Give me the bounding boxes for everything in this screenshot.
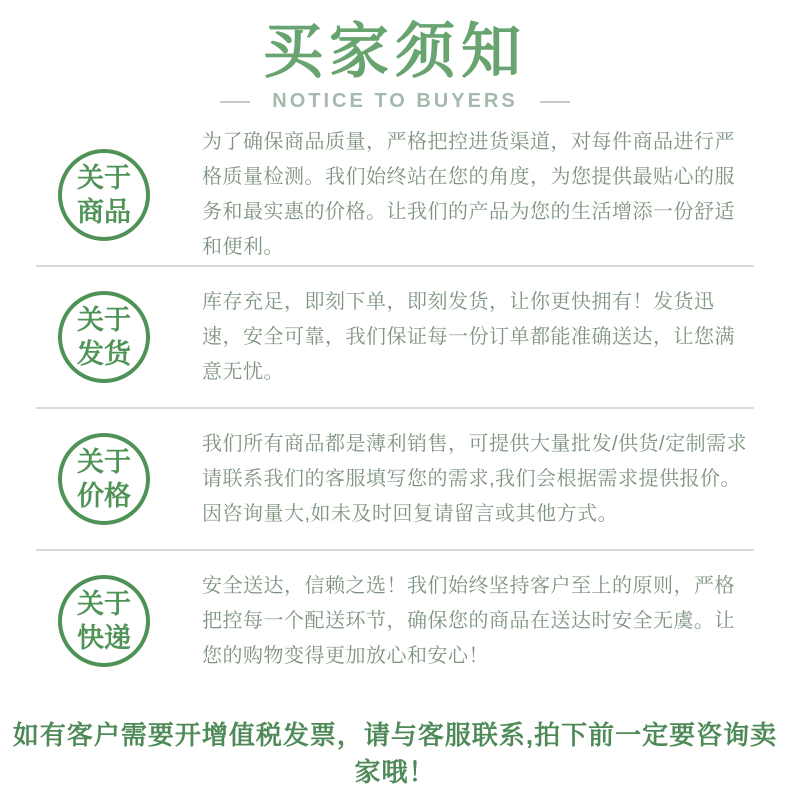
section-about-product xyxy=(0,125,790,265)
header xyxy=(0,0,790,113)
badge-label-top: 关于 xyxy=(77,305,131,335)
about-shipping-badge xyxy=(58,291,150,383)
badge-label-bottom: 价格 xyxy=(77,481,131,511)
subtitle-dash-right xyxy=(540,101,570,103)
badge-label-bottom: 商品 xyxy=(77,197,131,227)
badge-label-top: 关于 xyxy=(77,163,131,193)
notice-sections xyxy=(0,125,790,691)
about-product-text: 为了确保商品质量，严格把控进货渠道，对每件商品进行严格质量检测。我们始终站在您的角度，为您提供最贴心的服务和最实惠的价格。让我们的产品为您的生活增添一份舒适和便利。 xyxy=(202,131,735,258)
badge-label-top: 关于 xyxy=(77,447,131,477)
badge-label-bottom: 发货 xyxy=(77,339,131,369)
invoice-footer-note: 如有客户需要开增值税发票，请与客服联系,拍下前一定要咨询卖家哦！ xyxy=(12,720,778,787)
about-product-badge xyxy=(58,149,150,241)
section-about-price xyxy=(0,409,790,549)
about-express-text: 安全送达，信赖之选！我们始终坚持客户至上的原则，严格把控每一个配送环节，确保您的商品在送达时安全无虞。让您的购物变得更加放心和安心！ xyxy=(202,574,735,667)
section-about-express xyxy=(0,551,790,691)
about-shipping-text: 库存充足，即刻下单，即刻发货，让你更快拥有！发货迅速，安全可靠，我们保证每一份订单都能准确送达，让您满意无忧。 xyxy=(202,290,735,383)
section-about-shipping xyxy=(0,267,790,407)
about-price-badge xyxy=(58,433,150,525)
page-subtitle: NOTICE TO BUYERS xyxy=(272,90,518,112)
about-express-badge xyxy=(58,575,150,667)
page-title: 买家须知 xyxy=(263,18,527,85)
subtitle-dash-left xyxy=(220,101,250,103)
subtitle-row xyxy=(0,90,790,113)
about-price-text: 我们所有商品都是薄利销售，可提供大量批发/供货/定制需求请联系我们的客服填写您的需求,我们会根据需求提供报价。因咨询量大,如未及时回复请留言或其他方式。 xyxy=(202,432,748,525)
badge-label-top: 关于 xyxy=(77,589,131,619)
badge-label-bottom: 快递 xyxy=(77,623,131,653)
